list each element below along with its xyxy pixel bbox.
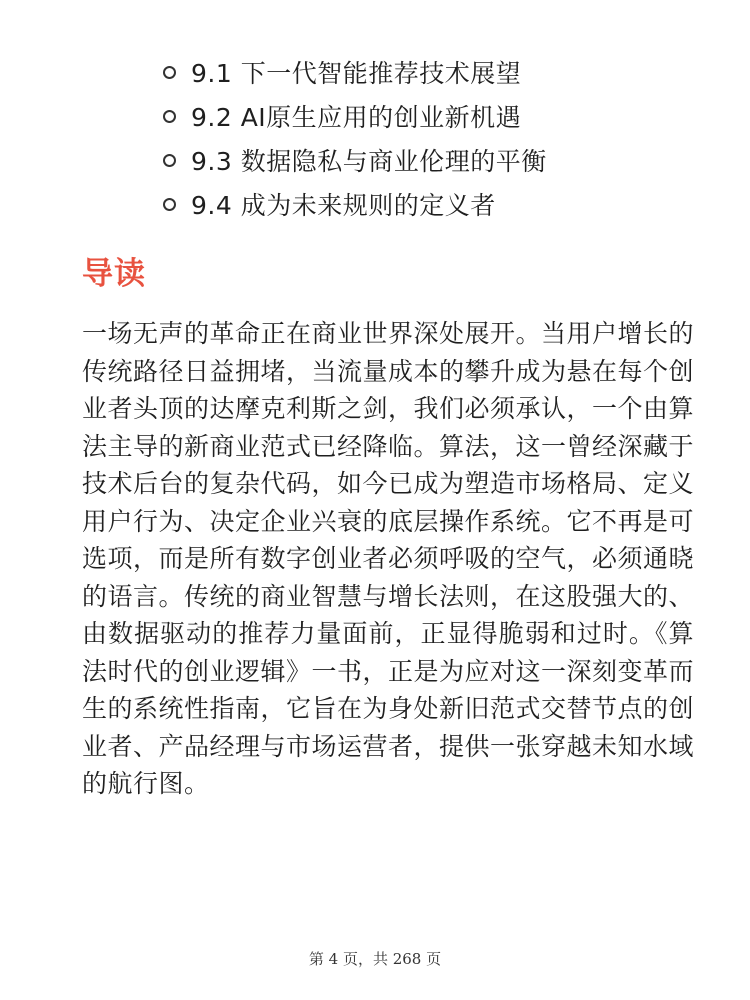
toc-item-label: 9.4 成为未来规则的定义者 xyxy=(191,191,496,220)
toc-item-label: 9.3 数据隐私与商业伦理的平衡 xyxy=(191,147,547,176)
toc-item xyxy=(163,138,547,182)
circle-bullet-icon xyxy=(163,154,176,167)
page-number: 第 4 页，共 268 页 xyxy=(308,950,442,968)
toc-item xyxy=(163,50,547,94)
toc-item-label: 9.1 下一代智能推荐技术展望 xyxy=(191,59,522,88)
body-paragraph: 一场无声的革命正在商业世界深处展开。当用户增长的传统路径日益拥堵，当流量成本的攀升成为悬在每个创业者头顶的达摩克利斯之剑，我们必须承认，一个由算法主导的新商业范式已经降临。算法，这一曾经深藏于技术后台的复杂代码，如今已成为塑造市场格局、定义用户行为、决定企业兴衰的底层操作系统。它不再是可选项，而是所有数字创业者必须呼吸的空气，必须通晓的语言。传统的商业智慧与增长法则，在这股强大的、由数据驱动的推荐力量面前，正显得脆弱和过时。《算法时代的创业逻辑》一书，正是为应对这一深刻变革而生的系统性指南，它旨在为身处新旧范式交替节点的创业者、产品经理与市场运营者，提供一张穿越未知水域的航行图。 xyxy=(82,319,695,798)
toc-item-label: 9.2 AI原生应用的创业新机遇 xyxy=(191,103,522,132)
circle-bullet-icon xyxy=(163,198,176,211)
toc-item xyxy=(163,94,547,138)
toc-list xyxy=(163,50,547,226)
circle-bullet-icon xyxy=(163,66,176,79)
section-title: 导读 xyxy=(82,256,146,292)
circle-bullet-icon xyxy=(163,110,176,123)
toc-item xyxy=(163,182,547,226)
